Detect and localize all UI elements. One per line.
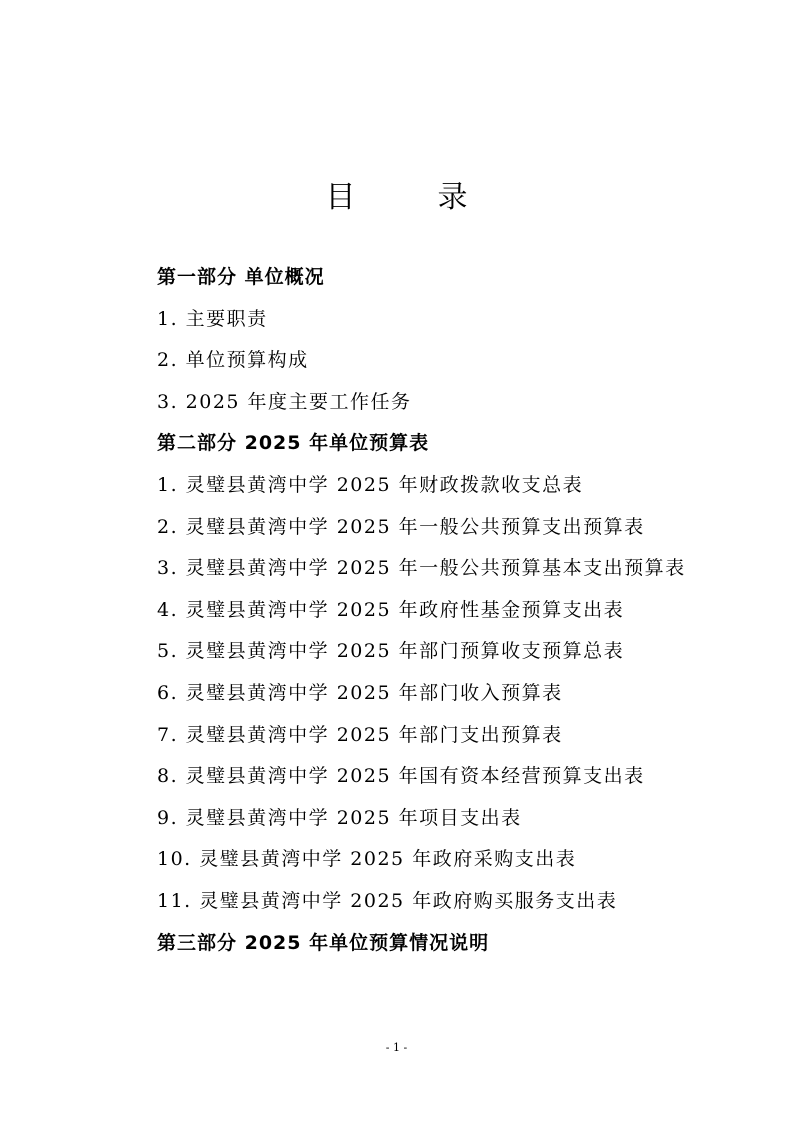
toc-part-1: 第一部分 单位概况 <box>157 266 325 288</box>
toc-part-3: 第三部分 2025 年单位预算情况说明 <box>157 931 490 954</box>
toc-item: 4. 灵璧县黄湾中学 2025 年政府性基金预算支出表 <box>157 598 625 621</box>
page-number: - 1 - <box>385 1041 408 1054</box>
toc-item: 2. 灵璧县黄湾中学 2025 年一般公共预算支出预算表 <box>157 515 645 538</box>
toc-title: 目 录 <box>325 180 494 215</box>
toc-item: 5. 灵璧县黄湾中学 2025 年部门预算收支预算总表 <box>157 640 625 663</box>
toc-item: 11. 灵璧县黄湾中学 2025 年政府购买服务支出表 <box>157 889 618 912</box>
toc-item: 6. 灵璧县黄湾中学 2025 年部门收入预算表 <box>157 681 563 704</box>
toc-item: 3. 灵璧县黄湾中学 2025 年一般公共预算基本支出预算表 <box>157 557 686 580</box>
toc-item: 2. 单位预算构成 <box>157 349 309 372</box>
toc-item: 1. 主要职责 <box>157 307 268 330</box>
toc-item: 7. 灵璧县黄湾中学 2025 年部门支出预算表 <box>157 723 563 746</box>
table-of-contents <box>157 257 717 964</box>
toc-item: 8. 灵璧县黄湾中学 2025 年国有资本经营预算支出表 <box>157 765 645 788</box>
toc-item: 9. 灵璧县黄湾中学 2025 年项目支出表 <box>157 806 522 829</box>
toc-part-2: 第二部分 2025 年单位预算表 <box>157 432 430 455</box>
toc-item: 1. 灵璧县黄湾中学 2025 年财政拨款收支总表 <box>157 473 584 496</box>
toc-item: 10. 灵璧县黄湾中学 2025 年政府采购支出表 <box>157 848 577 871</box>
toc-item: 3. 2025 年度主要工作任务 <box>157 390 412 413</box>
